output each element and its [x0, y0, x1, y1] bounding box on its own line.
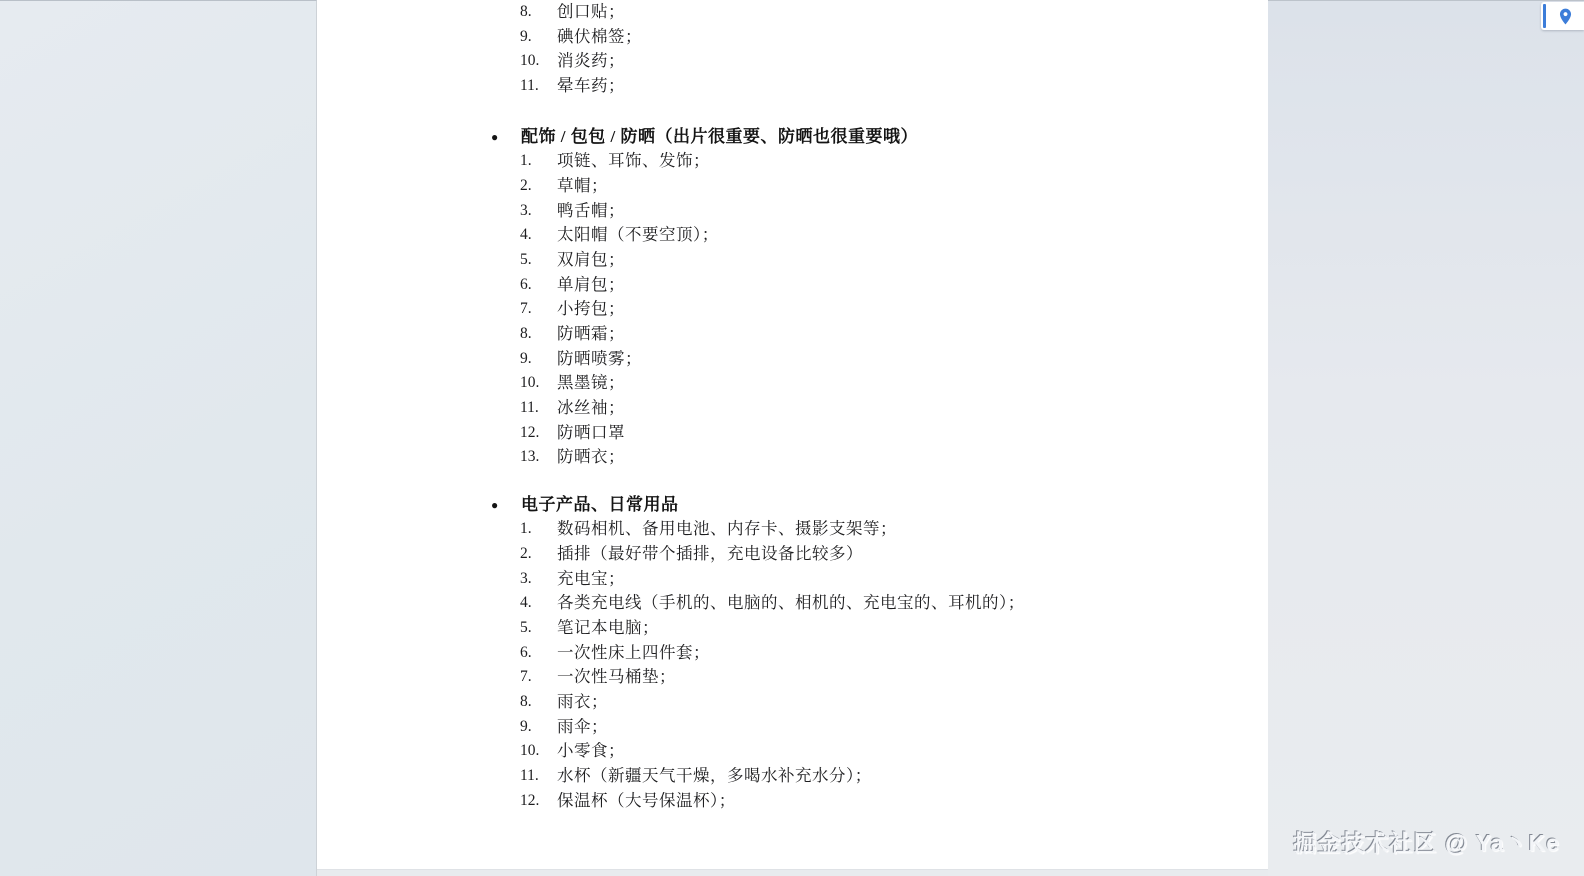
list-item-number: 5.	[520, 250, 532, 268]
list-item-text: 充电宝；	[557, 568, 625, 588]
list-item-number: 12.	[520, 423, 540, 441]
section-heading	[317, 493, 1268, 518]
bullet-icon: ●	[491, 497, 499, 512]
list-item-number: 4.	[520, 594, 532, 612]
list-item-number: 9.	[520, 717, 532, 735]
list-item-text: 冰丝袖；	[557, 397, 625, 417]
list-item-number: 11.	[520, 398, 539, 416]
list-item-text: 创口贴；	[557, 2, 625, 21]
list-item	[317, 248, 1268, 273]
list-item	[317, 371, 1268, 396]
list-item	[317, 74, 1268, 99]
list-item-number: 7.	[520, 300, 532, 318]
list-item	[317, 591, 1268, 616]
list-item-number: 10.	[520, 742, 540, 760]
list-item-text: 各类充电线（手机的、电脑的、相机的、充电宝的、耳机的）；	[557, 593, 1025, 613]
list-item-text: 防晒霜；	[557, 323, 625, 343]
list-item-text: 一次性床上四件套；	[557, 642, 710, 662]
list-item-number: 13.	[520, 448, 540, 466]
list-item-number: 8.	[520, 693, 532, 711]
page-bottom-gap	[317, 869, 1268, 876]
list-item	[317, 517, 1268, 542]
list-item-text: 项链、耳饰、发饰；	[557, 151, 710, 171]
list-item-text: 单肩包；	[557, 274, 625, 294]
list-item-text: 晕车药；	[557, 75, 625, 95]
list-item-number: 1.	[520, 152, 532, 170]
list-item-number: 2.	[520, 176, 532, 194]
list-item-number: 4.	[520, 226, 532, 244]
list-item	[317, 690, 1268, 715]
list-item	[317, 396, 1268, 421]
section-heading	[317, 125, 1268, 150]
list-item-text: 小零食；	[557, 741, 625, 761]
section-heading-text: 配饰 / 包包 / 防晒（出片很重要、防晒也很重要哦）	[521, 126, 918, 146]
list-item	[317, 542, 1268, 567]
list-item-number: 2.	[520, 545, 532, 563]
list-item-text: 草帽；	[557, 175, 608, 195]
list-item	[317, 347, 1268, 372]
left-gutter	[0, 0, 317, 876]
list-item-number: 3.	[520, 201, 532, 219]
list-item	[317, 445, 1268, 470]
list-item-number: 6.	[520, 275, 532, 293]
list-item-text: 双肩包；	[557, 249, 625, 269]
list-item	[317, 789, 1268, 814]
list-item-text: 数码相机、备用电池、内存卡、摄影支架等；	[557, 519, 897, 539]
doc-section-1	[317, 0, 1268, 99]
list-item-text: 保温杯（大号保温杯）；	[557, 790, 736, 810]
list-item	[317, 273, 1268, 298]
list-item-text: 消炎药；	[557, 51, 625, 71]
map-pin-widget[interactable]	[1541, 2, 1584, 30]
list-item	[317, 715, 1268, 740]
list-item-number: 3.	[520, 569, 532, 587]
list-item-text: 防晒衣；	[557, 447, 625, 467]
list-item-number: 1.	[520, 520, 532, 538]
list-item-text: 雨伞；	[557, 716, 608, 736]
list-item	[317, 174, 1268, 199]
list-item	[317, 567, 1268, 592]
list-item	[317, 421, 1268, 446]
list-item	[317, 49, 1268, 74]
list-item-number: 9.	[520, 27, 532, 45]
doc-section-2	[317, 125, 1268, 470]
list-item-text: 防晒喷雾；	[557, 348, 642, 368]
watermark: 掘金技术社区 @ Ya丶Ke	[1293, 830, 1560, 856]
list-item-text: 小挎包；	[557, 299, 625, 319]
list-item-number: 11.	[520, 767, 539, 785]
list-item-text: 防晒口罩	[557, 422, 625, 442]
right-gutter	[1268, 0, 1584, 876]
list-item	[317, 665, 1268, 690]
list-item-text: 插排（最好带个插排，充电设备比较多）	[557, 544, 863, 564]
list-item	[317, 0, 1268, 25]
list-item-text: 鸭舌帽；	[557, 200, 625, 220]
list-item-text: 黑墨镜；	[557, 373, 625, 393]
list-item	[317, 199, 1268, 224]
list-item-text: 碘伏棉签；	[557, 26, 642, 46]
list-item-text: 太阳帽（不要空顶）；	[557, 225, 719, 245]
list-item-number: 10.	[520, 52, 540, 70]
list-item-number: 5.	[520, 619, 532, 637]
list-item-number: 7.	[520, 668, 532, 686]
list-item	[317, 764, 1268, 789]
map-pin-icon	[1556, 7, 1575, 26]
list-item-number: 10.	[520, 374, 540, 392]
list-item	[317, 641, 1268, 666]
list-item-text: 雨衣；	[557, 692, 608, 712]
section-heading-text: 电子产品、日常用品	[521, 494, 679, 514]
list-item-text: 笔记本电脑；	[557, 618, 659, 638]
document-page[interactable]	[317, 0, 1268, 876]
doc-section-3	[317, 493, 1268, 814]
list-item	[317, 25, 1268, 50]
list-item-number: 8.	[520, 3, 532, 20]
map-pin-path	[1559, 8, 1570, 24]
list-item	[317, 223, 1268, 248]
list-item	[317, 297, 1268, 322]
widget-accent-bar	[1543, 4, 1546, 28]
list-item	[317, 616, 1268, 641]
list-item-text: 一次性马桶垫；	[557, 667, 676, 687]
document-content	[317, 0, 1268, 813]
list-item	[317, 149, 1268, 174]
list-item	[317, 322, 1268, 347]
list-item-number: 11.	[520, 76, 539, 94]
list-item-number: 6.	[520, 643, 532, 661]
list-item-number: 12.	[520, 791, 540, 809]
list-item-number: 9.	[520, 349, 532, 367]
list-item-number: 8.	[520, 324, 532, 342]
list-item	[317, 739, 1268, 764]
list-item-text: 水杯（新疆天气干燥，多喝水补充水分）；	[557, 766, 872, 786]
bullet-icon: ●	[491, 129, 499, 144]
